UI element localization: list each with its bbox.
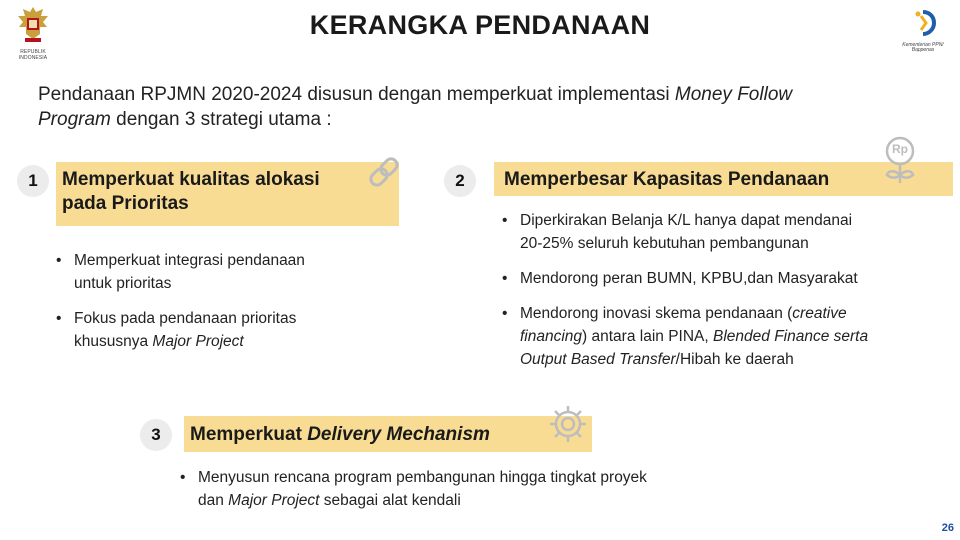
- list-item: [498, 209, 948, 255]
- list-item: [176, 466, 776, 512]
- logo-caption-republik: REPUBLIK: [20, 49, 46, 55]
- rupiah-symbol: Rp: [892, 142, 908, 156]
- strategy-2-bullets: [498, 209, 948, 383]
- list-item: [498, 267, 948, 290]
- bullet-text: ) antara lain PINA,: [582, 328, 713, 345]
- bullet-text: sebagai alat kendali: [319, 492, 461, 509]
- bullet-text: Mendorong peran BUMN, KPBU,dan Masyarakat: [520, 270, 858, 287]
- bullet-italic: Major Project: [152, 333, 244, 350]
- money-plant-icon: [880, 135, 920, 187]
- bullet-text: 20-25% seluruh kebutuhan pembangunan: [520, 235, 809, 252]
- strategy-1-title-line1: Memperkuat kualitas alokasi: [62, 169, 320, 190]
- list-item: [52, 249, 382, 295]
- strategy-2-number: 2: [444, 165, 476, 197]
- intro-paragraph: [38, 82, 918, 132]
- bullet-text: /Hibah ke daerah: [675, 351, 794, 368]
- bullet-text: Memperkuat integrasi pendanaan: [74, 252, 305, 269]
- bullet-italic: Blended Finance serta: [713, 328, 869, 345]
- strategy-3-number: 3: [140, 419, 172, 451]
- bappenas-emblem-icon: [908, 8, 938, 38]
- page-number: 26: [941, 522, 954, 534]
- strategy-3-title-italic: Delivery Mechanism: [307, 424, 490, 445]
- logo-caption-kementerian: Kementerian PPN/: [902, 42, 944, 48]
- bullet-italic: Major Project: [228, 492, 320, 509]
- strategy-1-title-line2: pada Prioritas: [62, 193, 189, 214]
- logo-caption-indonesia: INDONESIA: [18, 55, 48, 61]
- bullet-text: dan: [198, 492, 229, 509]
- strategy-1-title: [62, 168, 362, 216]
- bullet-italic: creative: [792, 305, 847, 322]
- bullet-italic: Output Based Transfer: [520, 351, 676, 368]
- strategy-2-title: Memperbesar Kapasitas Pendanaan: [504, 169, 830, 190]
- intro-italic-term: Money Follow: [674, 84, 793, 105]
- bappenas-logo: [888, 8, 958, 58]
- bullet-text: Diperkirakan Belanja K/L hanya dapat mendanai: [520, 212, 853, 229]
- list-item: [498, 302, 948, 371]
- strategy-1-number: 1: [17, 165, 49, 197]
- bullet-text: khususnya: [74, 333, 153, 350]
- strategy-3-title-text: Memperkuat: [190, 424, 308, 445]
- page-title: KERANGKA PENDANAAN: [309, 10, 651, 40]
- bullet-text: Menyusun rencana program pembangunan hingga tingkat proyek: [198, 469, 647, 486]
- intro-italic-term-2: Program: [38, 109, 111, 130]
- logo-caption-bappenas: Bappenas: [911, 47, 935, 53]
- bullet-text: Fokus pada pendanaan prioritas: [74, 310, 297, 327]
- gear-icon: [546, 402, 590, 446]
- strategy-3-bullets: [176, 466, 776, 524]
- intro-text: Pendanaan RPJMN 2020-2024 disusun dengan memperkuat implementasi: [38, 84, 675, 105]
- link-icon: [362, 150, 406, 194]
- strategy-1-bullets: [52, 249, 382, 365]
- bullet-text: untuk prioritas: [74, 275, 172, 292]
- strategy-3-title: [190, 423, 490, 447]
- bullet-text: Mendorong inovasi skema pendanaan (: [520, 305, 793, 322]
- intro-text-2: dengan 3 strategi utama :: [110, 109, 332, 130]
- bullet-italic: financing: [520, 328, 583, 345]
- list-item: [52, 307, 382, 353]
